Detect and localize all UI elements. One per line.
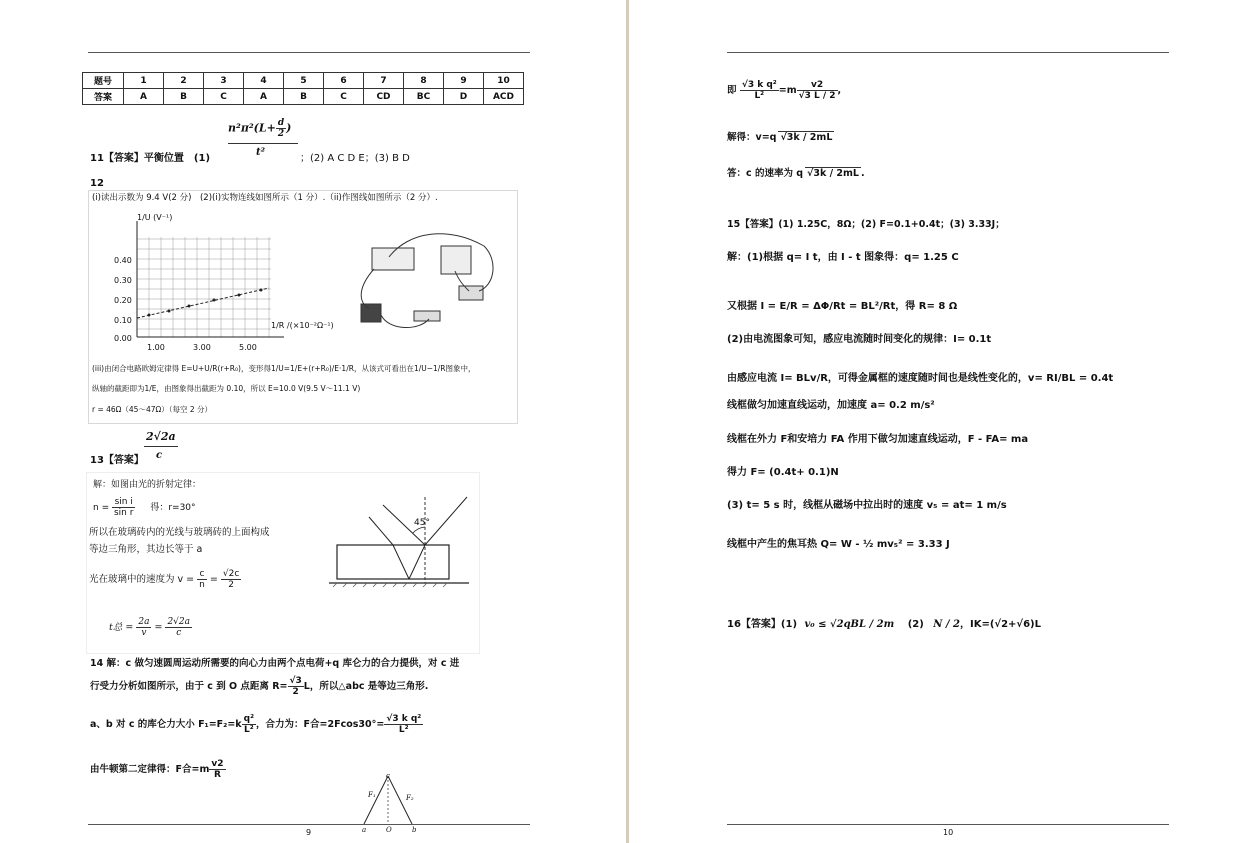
q12-y-tick: 0.10: [114, 316, 132, 325]
q12-x-axis-label: 1/R /(×10⁻²Ω⁻¹): [271, 321, 334, 330]
q13-sol3: 等边三角形，其边长等于 a: [89, 544, 203, 555]
q14-cont-line1: 即 $\frac{\text{√3 k q²}}{\text{L²}}$ =m $\frac{v2}{√3 L / 2}$ ,: [727, 80, 842, 101]
q13-formula-denominator: c: [156, 450, 163, 461]
page-number-left: 9: [306, 828, 312, 837]
q13-sol2: 所以在玻璃砖内的光线与玻璃砖的上面构成: [89, 527, 270, 538]
top-rule-left: [88, 52, 530, 53]
table-cell: 5: [284, 73, 324, 89]
table-cell: B: [284, 89, 324, 105]
q12-grid: [137, 237, 271, 337]
q15-s6: 线框在外力 F和安培力 FA 作用下做匀加速直线运动，F - FA= ma: [727, 434, 1029, 445]
answer-table-number-row: [83, 73, 524, 89]
q14-force-diagram: [352, 770, 432, 830]
q12-y-tick: 0.20: [114, 296, 132, 305]
q12-y-axis-label: 1/U (V⁻¹): [137, 213, 173, 222]
q12-line4: r = 46Ω（45～47Ω）（每空 2 分）: [92, 405, 213, 414]
q14-label-b: b: [412, 826, 417, 834]
q12-circuit-sketch: [361, 234, 493, 328]
top-rule-right: [727, 52, 1169, 53]
answer-table: [82, 72, 524, 105]
q11-answer-prefix: 11【答案】平衡位置 (1): [90, 153, 211, 164]
q14-label-f2: F₂: [406, 794, 414, 802]
table-cell: 3: [204, 73, 244, 89]
q15-s7: 得力 F= (0.4t+ 0.1)N: [727, 467, 839, 478]
q13-velocity: 光在玻璃中的速度为 v = $\frac{c}{n}$ = $\frac{√2c}{2}$: [89, 569, 240, 590]
q11-formula-denominator: t²: [256, 147, 265, 158]
table-cell: 8: [404, 73, 444, 89]
q12-figure: [88, 190, 518, 424]
q12-x-tick: 1.00: [147, 343, 165, 352]
table-cell: BC: [404, 89, 444, 105]
table-cell: C: [204, 89, 244, 105]
q14-cont-line2: 解得：v=q √3k / 2mL: [727, 132, 833, 143]
q13-angle-label: 45°: [414, 518, 430, 528]
table-cell: 10: [484, 73, 524, 89]
table-header-cell: 答案: [83, 89, 124, 105]
q16-answer: 16【答案】(1) v₀ ≤ √2qBL / 2m (2) N / 2，IK=(√2+√6)L: [727, 619, 1041, 630]
q12-line1: (i)读出示数为 9.4 V(2 分) (2)(i)实物连线如图所示（1 分）.（ii)作图线如图所示（2 分）.: [92, 193, 438, 203]
q14-line3: a、b 对 c 的库仑力大小 F₁=F₂=k $\frac{\text{q²}}{\text{L²}}$ ，合力为：F合=2Fcos30°= $\frac{\text{√3 k q²}}{\text{L²}}$: [90, 714, 422, 735]
q12-y-tick: 0.30: [114, 276, 132, 285]
page-number-right: 10: [943, 828, 954, 837]
table-cell: ACD: [484, 89, 524, 105]
q12-y-tick: 0.40: [114, 256, 132, 265]
q15-s5: 线框做匀加速直线运动，加速度 a= 0.2 m/s²: [727, 400, 935, 411]
q15-s9: 线框中产生的焦耳热 Q= W - ½ mv₅² = 3.33 J: [727, 539, 950, 550]
bottom-rule-right: [727, 824, 1169, 825]
q15-s4: 由感应电流 I= BLv/R，可得金属框的速度随时间也是线性变化的，v= RI/BL = 0.4t: [727, 373, 1114, 384]
q14-label-o: O: [386, 826, 392, 834]
q14-line1: 14 解：c 做匀速圆周运动所需要的向心力由两个点电荷+q 库仑力的合力提供，对 c 进: [90, 658, 460, 669]
table-header-cell: 题号: [83, 73, 124, 89]
bottom-rule-left: [88, 824, 530, 825]
q15-s2: 又根据 I = E/R = ΔΦ/Rt = BL²/Rt，得 R= 8 Ω: [727, 301, 958, 312]
q15-s8: (3) t= 5 s 时，线框从磁场中拉出时的速度 v₅ = at= 1 m/s: [727, 500, 1007, 511]
q12-label: 12: [90, 178, 104, 189]
q11-fraction-bar: [228, 143, 298, 144]
q13-n-expr: n = $\frac{\text{sin i}}{\text{sin r}}$ 得：r=30°: [93, 497, 196, 518]
table-cell: D: [444, 89, 484, 105]
table-cell: 4: [244, 73, 284, 89]
q13-fraction-bar: [144, 446, 178, 447]
q12-fit-line: [137, 288, 269, 318]
q13-answer-prefix: 13【答案】: [90, 455, 144, 466]
q14-label-a: a: [362, 826, 367, 834]
q12-x-tick: 3.00: [193, 343, 211, 352]
q13-time: t总 = $\frac{2a}{v}$ = $\frac{2√2a}{c}$: [109, 617, 190, 638]
table-cell: 2: [164, 73, 204, 89]
answer-table-answer-row: [83, 89, 524, 105]
q14-cont-line3: 答：c 的速率为 q √3k / 2mL .: [727, 168, 865, 179]
q13-figure: [86, 472, 480, 654]
q12-y-tick: 0.00: [114, 334, 132, 343]
q12-line3: 纵轴的截距即为1/E，由图象得出截距为 0.10，所以 E=10.0 V(9.5 V～11.1 V): [92, 384, 361, 393]
q14-label-c: c: [386, 772, 390, 780]
table-cell: 9: [444, 73, 484, 89]
q13-optics-diagram: [329, 487, 479, 597]
q14-label-f1: F₁: [368, 791, 376, 799]
q14-line2: 行受力分析如图所示，由于 c 到 O 点距离 R= $\frac{√3}{2}$ L，所以△abc 是等边三角形.: [90, 676, 429, 697]
table-cell: 7: [364, 73, 404, 89]
q12-line2: (iii)由闭合电路欧姆定律得 E=U+U/R(r+R₀)，变形得1/U=1/E+(r+R₀)/E·1/R，从该式可看出在1/U−1/R图象中，: [92, 364, 476, 373]
table-cell: C: [324, 89, 364, 105]
table-cell: A: [124, 89, 164, 105]
q15-s3: (2)由电流图象可知，感应电流随时间变化的规律：I= 0.1t: [727, 334, 992, 345]
table-cell: B: [164, 89, 204, 105]
table-cell: 1: [124, 73, 164, 89]
q15-answer: 15【答案】(1) 1.25C，8Ω；(2) F=0.1+0.4t；(3) 3.33J；: [727, 219, 1005, 230]
q11-answer-suffix: ；(2) A C D E；(3) B D: [300, 153, 410, 164]
q12-x-tick: 5.00: [239, 343, 257, 352]
q15-s1: 解：(1)根据 q= I t，由 I - t 图象得：q= 1.25 C: [727, 252, 959, 263]
q13-formula-numerator: 2√2a: [146, 430, 176, 443]
q11-formula: n²π²(L+ $\frac{d}{2}$ ): [228, 118, 292, 139]
right-page: [629, 0, 1258, 843]
q14-line4: 由牛顿第二定律得：F合=m $\frac{v2}{R}$: [90, 759, 224, 780]
table-cell: A: [244, 89, 284, 105]
q13-sol1: 解：如图由光的折射定律：: [93, 480, 202, 490]
table-cell: CD: [364, 89, 404, 105]
table-cell: 6: [324, 73, 364, 89]
